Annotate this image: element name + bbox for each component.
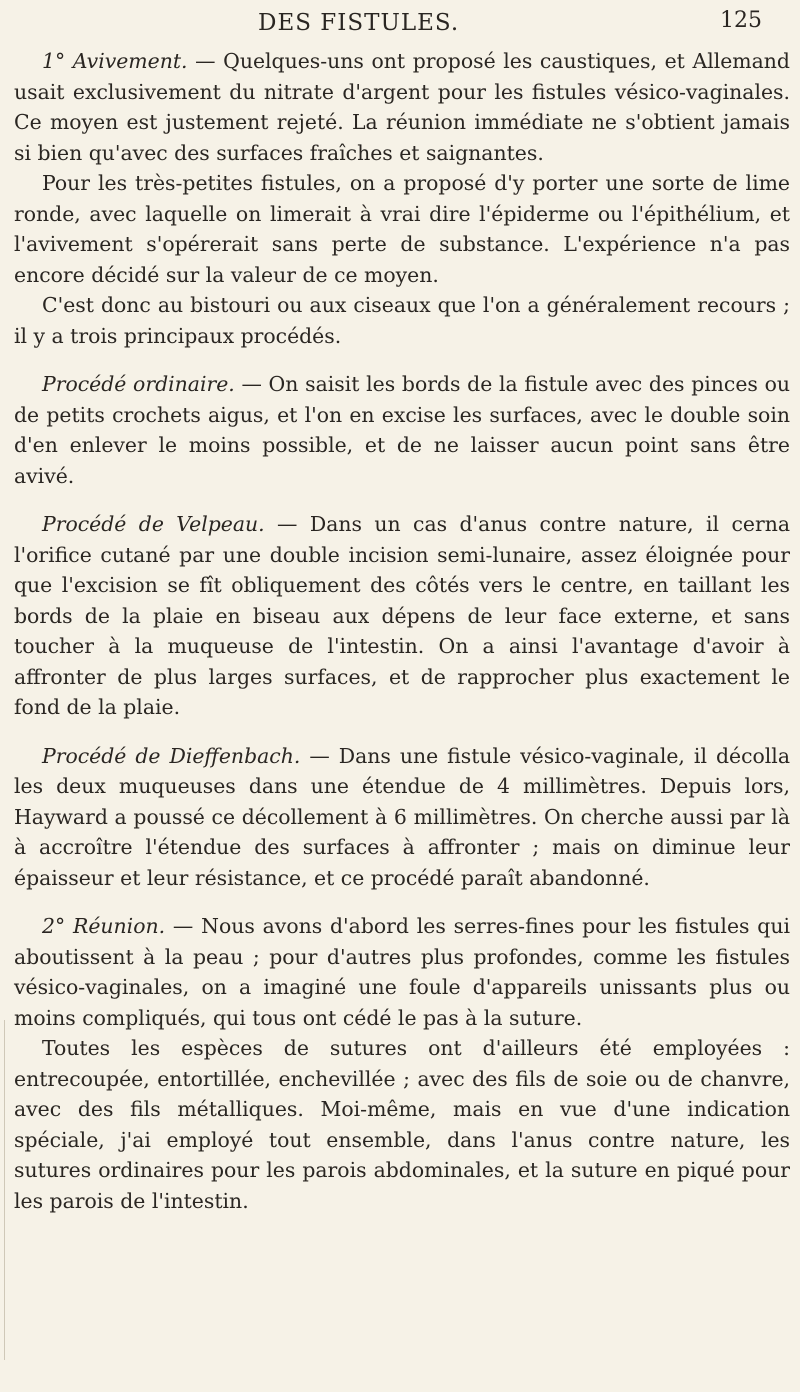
paragraph-sutures: [14, 1033, 790, 1216]
paragraph-text: Pour les très-petites fistules, on a proposé d'y porter une sorte de lime ronde, avec laquelle on limerait à vrai dire l'épiderme ou l'épithélium, et l'avivement s'opérerait sans perte de substance. L'expérience n'a pas encore décidé sur la valeur de ce moyen.: [14, 171, 790, 287]
paragraph-text: — Dans un cas d'anus contre nature, il cerna l'orifice cutané par une double incision semi-lunaire, assez éloignée pour que l'excision se fît obliquement des côtés vers le centre, en taillant les bords de la plaie en biseau aux dépens de leur face externe, et sans toucher à la muqueuse de l'intestin. On a ainsi l'avantage d'avoir à affronter de plus larges surfaces, et de rapprocher plus exactement le fond de la plaie.: [14, 512, 791, 719]
paragraph-text: — Quelques-uns ont proposé les caustiques, et Allemand usait exclusivement du nitrate d'argent pour les fistules vésico-vaginales. Ce moyen est justement rejeté. La réunion immédiate ne s'obtient jamais si bien qu'avec des surfaces fraîches et saignantes.: [14, 49, 790, 165]
procedure-heading-velpeau: Procédé de Velpeau.: [42, 512, 265, 536]
page-number: 125: [720, 8, 762, 33]
section-heading-avivement: 1° Avivement.: [42, 49, 188, 73]
paragraph-text: — Nous avons d'abord les serres-fines pour les fistules qui aboutissent à la peau ; pour d'autres plus profondes, comme les fistules vésico-vaginales, on a imaginé une foule d'appareils unissants plus ou moins compliqués, qui tous ont cédé le pas à la suture.: [14, 914, 791, 1030]
paragraph-procede-velpeau: [14, 509, 790, 723]
running-title: DES FISTULES.: [258, 10, 460, 36]
procedure-heading-dieffenbach: Procédé de Dieffenbach.: [42, 743, 301, 768]
paragraph-text: C'est donc au bistouri ou aux ciseaux que l'on a généralement recours ; il y a trois principaux procédés.: [14, 293, 790, 348]
margin-line: [4, 1020, 5, 1360]
procedure-heading-ordinaire: Procédé ordinaire.: [42, 372, 235, 396]
section-heading-reunion: 2° Réunion.: [42, 914, 166, 938]
paragraph-bistouri: [14, 290, 790, 351]
paragraph-procede-ordinaire: [14, 369, 790, 491]
paragraph-procede-dieffenbach: [14, 741, 790, 894]
body-text: [14, 46, 790, 1216]
paragraph-text: Toutes les espèces de sutures ont d'ailleurs été employées : entrecoupée, entortillée, enchevillée ; avec des fils de soie ou de chanvre, avec des fils métalliques. Moi-même, mais en vue d'une indication spéciale, j'ai employé tout ensemble, dans l'anus contre nature, les sutures ordinaires pour les parois abdominales, et la suture en piqué pour les parois de l'intestin.: [14, 1036, 790, 1213]
paragraph-avivement: [14, 46, 790, 168]
paragraph-reunion: [14, 911, 790, 1033]
page-header: [0, 8, 800, 44]
paragraph-text: — On saisit les bords de la fistule avec des pinces ou de petits crochets aigus, et l'on en excise les surfaces, avec le double soin d'en enlever le moins possible, et de ne laisser aucun point sans être avivé.: [14, 372, 790, 488]
paragraph-lime-ronde: [14, 168, 790, 290]
paragraph-text: — Dans une fistule vésico-vaginale, il décolla les deux muqueuses dans une étendue de 4 millimètres. Depuis lors, Hayward a poussé ce décollement à 6 millimètres. On cherche aussi par là à accroître l'étendue des surfaces à affronter ; mais on diminue leur épaisseur et leur résistance, et ce procédé paraît abandonné.: [14, 743, 790, 890]
